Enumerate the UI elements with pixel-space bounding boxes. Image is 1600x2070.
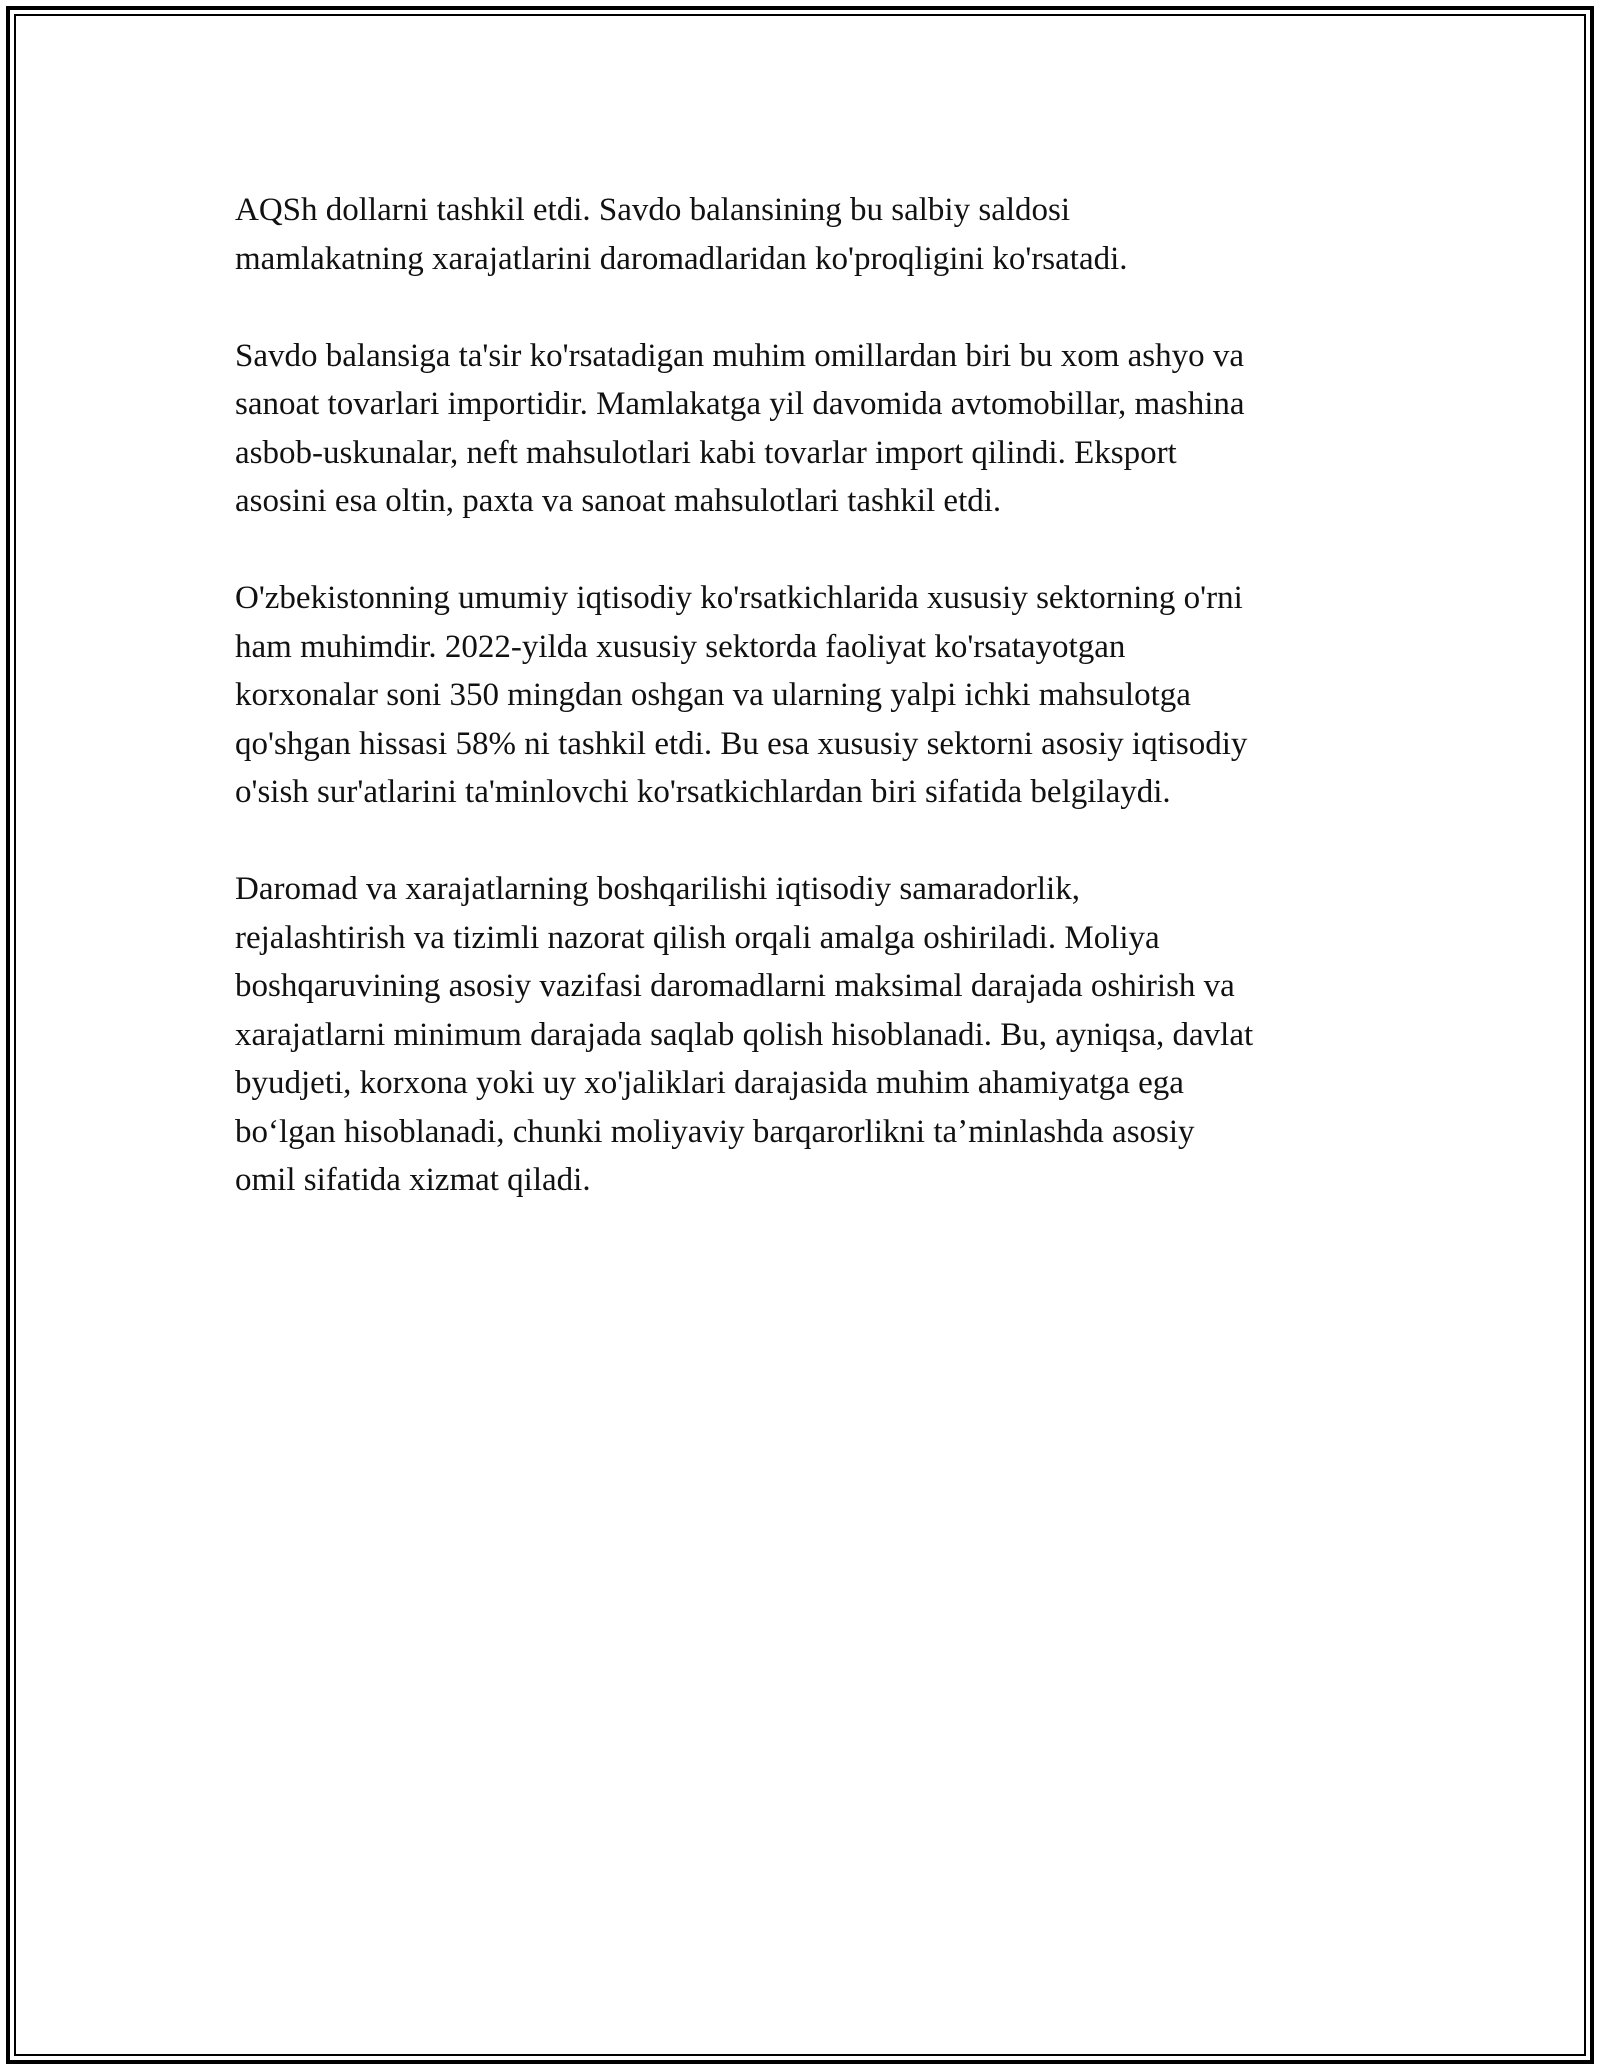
document-body (235, 186, 1385, 1253)
paragraph-imports-exports (235, 332, 1385, 526)
text-line: asbob-uskunalar, neft mahsulotlari kabi tovarlar import qilindi. Eksport (235, 434, 1177, 471)
text-line: rejalashtirish va tizimli nazorat qilish orqali amalga oshiriladi. Moliya (235, 919, 1160, 956)
text-line: mamlakatning xarajatlarini daromadlaridan ko'proqligini ko'rsatadi. (235, 240, 1128, 277)
text-line: Savdo balansiga ta'sir ko'rsatadigan muhim omillardan biri bu xom ashyo va (235, 337, 1245, 374)
text-line: O'zbekistonning umumiy iqtisodiy ko'rsatkichlarida xususiy sektorning o'rni (235, 580, 1243, 616)
text-line: byudjeti, korxona yoki uy xo'jaliklari darajasida muhim ahamiyatga ega (235, 1065, 1184, 1101)
text-line: qo'shgan hissasi 58% ni tashkil etdi. Bu esa xususiy sektorni asosiy iqtisodiy (235, 725, 1248, 762)
paragraph-private-sector (235, 574, 1385, 817)
paragraph-income-expense-management (235, 865, 1385, 1205)
text-line: omil sifatida xizmat qiladi. (235, 1162, 591, 1198)
text-line: korxonalar soni 350 mingdan oshgan va ularning yalpi ichki mahsulotga (235, 677, 1191, 713)
text-line: boshqaruvining asosiy vazifasi daromadlarni maksimal darajada oshirish va (235, 968, 1235, 1004)
text-line: sanoat tovarlari importidir. Mamlakatga yil davomida avtomobillar, mashina (235, 386, 1245, 422)
paragraph-trade-balance-summary (235, 186, 1385, 283)
text-line: Daromad va xarajatlarning boshqarilishi iqtisodiy samaradorlik, (235, 871, 1080, 907)
text-line: o'sish sur'atlarini ta'minlovchi ko'rsatkichlardan biri sifatida belgilaydi. (235, 774, 1171, 810)
text-line: boʻlgan hisoblanadi, chunki moliyaviy barqarorlikni taʼminlashda asosiy (235, 1113, 1195, 1150)
text-line: asosini esa oltin, paxta va sanoat mahsulotlari tashkil etdi. (235, 483, 1002, 519)
text-line: xarajatlarni minimum darajada saqlab qolish hisoblanadi. Bu, ayniqsa, davlat (235, 1016, 1254, 1053)
text-line: ham muhimdir. 2022-yilda xususiy sektorda faoliyat ko'rsatayotgan (235, 628, 1126, 665)
text-line: AQSh dollarni tashkil etdi. Savdo balansining bu salbiy saldosi (235, 192, 1071, 228)
